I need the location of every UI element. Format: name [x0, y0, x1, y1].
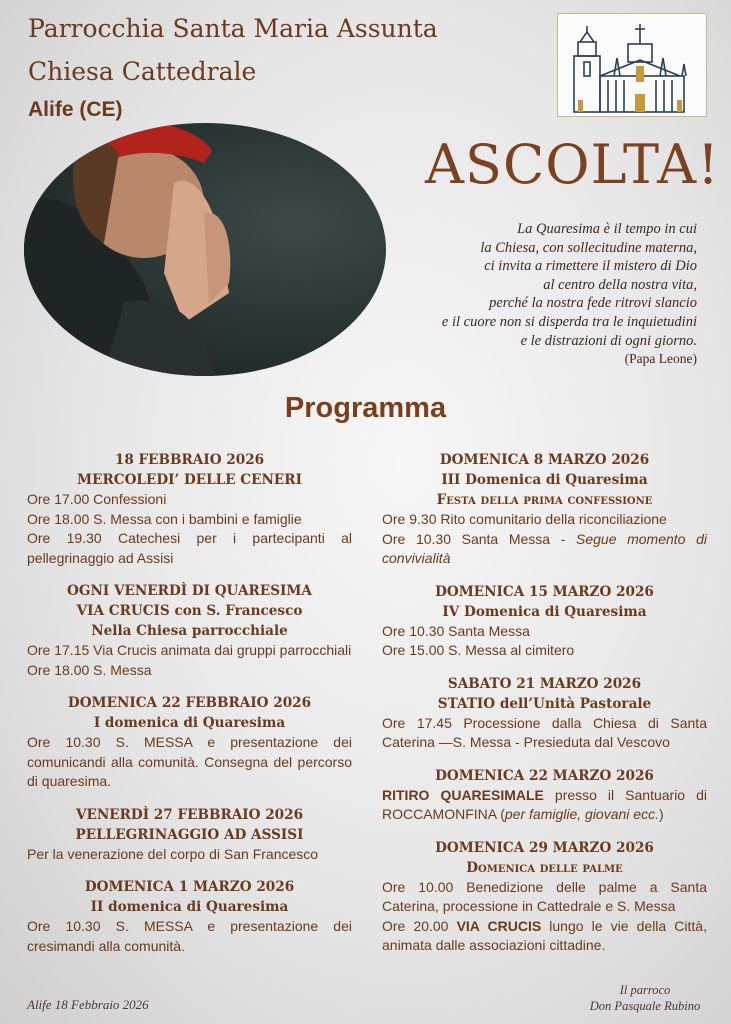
church-name: Chiesa Cattedrale [28, 57, 257, 86]
program-section [27, 693, 352, 792]
program-section [27, 581, 352, 680]
schedule-text: VIA CRUCIS [456, 917, 542, 934]
schedule-text: Ore 15.00 S. Messa al cimitero [382, 642, 575, 658]
quote-line: la Chiesa, con sollecitudine materna, [480, 239, 697, 256]
schedule-line [27, 733, 352, 792]
schedule-text: Ore 10.00 Benedizione delle palme a Santa Caterina, processione in Cattedrale e S. Messa [382, 878, 707, 914]
program-right-column [382, 450, 707, 969]
program-section [27, 450, 352, 568]
schedule-line [382, 714, 707, 753]
town-name: Alife (CE) [28, 98, 123, 121]
schedule-text: Ore 10.30 S. MESSA e presentazione dei comunicandi alla comunità. Consegna del percorso di quaresima. [27, 734, 352, 789]
section-date: 18 FEBBRAIO 2026 [114, 452, 265, 468]
schedule-line [27, 641, 352, 661]
section-date: DOMENICA 22 FEBBRAIO 2026 [67, 695, 312, 711]
schedule-line [27, 510, 352, 530]
section-subtitle: MERCOLEDI’ DELLE CENERI [77, 472, 302, 488]
schedule-text: Per la venerazione del corpo di San Francesco [27, 845, 319, 862]
section-date: DOMENICA 22 MARZO 2026 [435, 767, 654, 784]
schedule-text: RITIRO QUARESIMALE [382, 786, 544, 803]
schedule-line [382, 917, 707, 956]
quote-line: e il cuore non si disperda tra le inquietudini [441, 313, 697, 330]
section-subtitle: III Domenica di Quaresima [441, 472, 648, 488]
signature-role: Il parroco [619, 983, 671, 997]
section-date: DOMENICA 1 MARZO 2026 [84, 879, 295, 895]
program-section [382, 838, 707, 956]
schedule-text: Ore 9.30 Rito comunitario della riconciliazione [382, 511, 667, 527]
section-subtitle: Domenica delle palme [466, 859, 623, 876]
schedule-text: lungo le vie della Città, animata dalle associazioni cittadine. [382, 917, 707, 953]
schedule-line [27, 661, 352, 681]
schedule-line [382, 530, 707, 569]
section-date: DOMENICA 8 MARZO 2026 [439, 452, 650, 468]
schedule-text: Ore 17.15 Via Crucis animata dai gruppi parrocchiali [27, 642, 352, 658]
program-section [382, 582, 707, 661]
quote-line: al centro della nostra vita, [543, 276, 697, 293]
section-subtitle: Festa della prima confessione [436, 492, 653, 508]
section-subtitle: PELLEGRINAGGIO AD ASSISI [75, 826, 304, 843]
section-subtitle: Nella Chiesa parrocchiale [91, 623, 288, 639]
schedule-text: Ore 19.30 Catechesi per i partecipanti al pellegrinaggio ad Assisi [27, 530, 352, 566]
section-subtitle: IV Domenica di Quaresima [442, 603, 647, 620]
program-section [27, 805, 352, 865]
section-subtitle: I domenica di Quaresima [93, 715, 286, 731]
schedule-text: Ore 18.00 S. Messa con i bambini e famiglie [27, 510, 302, 527]
schedule-text: presso il Santuario di ROCCAMONFINA ( [382, 786, 707, 822]
quote-source: (Papa Leone) [624, 351, 697, 367]
program-section [382, 674, 707, 753]
schedule-text: per famiglie, giovani ecc. [504, 806, 659, 822]
parish-name: Parrocchia Santa Maria Assunta [28, 14, 438, 43]
section-subtitle: STATIO dell’Unità Pastorale [437, 695, 652, 712]
section-subtitle: II domenica di Quaresima [90, 899, 289, 915]
section-date: SABATO 21 MARZO 2026 [447, 675, 642, 692]
signature [560, 982, 730, 1014]
schedule-line [27, 917, 352, 956]
schedule-line [382, 641, 707, 661]
schedule-text: Ore 10.30 S. MESSA e presentazione dei cresimandi alla comunità. [27, 918, 352, 954]
program-section [382, 450, 707, 569]
section-date: VENERDÌ 27 FEBBRAIO 2026 [75, 806, 304, 823]
schedule-text: Ore 18.00 S. Messa [27, 661, 152, 678]
schedule-text: Ore 10.30 Santa Messa - [382, 530, 576, 547]
section-date: OGNI VENERDÌ DI QUARESIMA [67, 583, 312, 599]
signature-name: Don Pasquale Rubino [589, 999, 701, 1013]
quote-line: perché la nostra fede ritrovi slancio [489, 295, 697, 312]
schedule-text: Ore 17.00 Confessioni [27, 491, 167, 507]
schedule-line [382, 878, 707, 917]
schedule-line [382, 622, 707, 642]
schedule-line [27, 529, 352, 568]
headline: ASCOLTA! [425, 133, 720, 196]
quote-line: La Quaresima è il tempo in cui [517, 221, 697, 237]
cathedral-icon [557, 13, 707, 117]
schedule-line [382, 510, 707, 530]
program-title: Programma [284, 392, 447, 424]
section-subtitle: VIA CRUCIS con S. Francesco [76, 603, 303, 619]
footer-date: Alife 18 Febbraio 2026 [27, 997, 149, 1012]
quote-line: e le distrazioni di ogni giorno. [520, 332, 697, 349]
schedule-text: ) [658, 806, 664, 822]
schedule-text: Ore 17.45 Processione dalla Chiesa di Santa Caterina —S. Messa - Presieduta dal Vescovo [382, 714, 707, 750]
schedule-line [27, 845, 352, 865]
program-left-column [27, 450, 352, 969]
quote [442, 220, 697, 369]
program-section [27, 877, 352, 956]
schedule-text: Segue momento di convivialità [382, 530, 707, 566]
quote-line: ci invita a rimettere il mistero di Dio [484, 258, 697, 275]
praying-man-photo [24, 123, 386, 376]
schedule-text: Ore 20.00 [382, 917, 457, 934]
schedule-line [382, 786, 707, 825]
schedule-text: Ore 10.30 Santa Messa [382, 622, 530, 639]
schedule-line [27, 490, 352, 510]
section-date: DOMENICA 15 MARZO 2026 [435, 583, 654, 600]
program-section [382, 766, 707, 825]
section-date: DOMENICA 29 MARZO 2026 [435, 839, 654, 856]
